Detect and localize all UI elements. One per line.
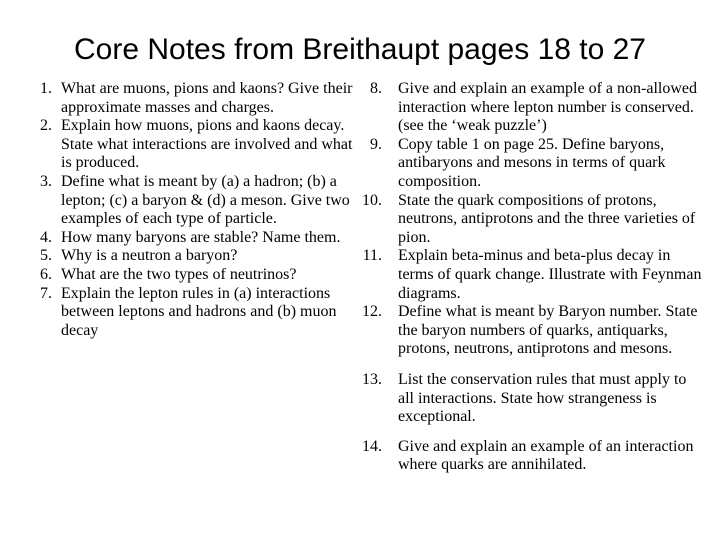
question-text: What are muons, pions and kaons? Give their approximate masses and charges. (61, 80, 353, 116)
question-text: State the quark compositions of protons, neutrons, antiprotons and the three varieties of pion. (398, 191, 696, 246)
question-item-4 (26, 229, 364, 248)
question-item-11 (352, 247, 702, 303)
question-text: Explain the lepton rules in (a) interactions between leptons and hadrons and (b) muon decay (61, 284, 337, 339)
question-item-10 (352, 192, 702, 248)
question-text: Explain how muons, pions and kaons decay. State what interactions are involved and what is produced. (61, 117, 353, 172)
question-item-14 (352, 438, 702, 475)
question-text: List the conservation rules that must apply to all interactions. State how strangeness is exceptional. (398, 370, 687, 426)
question-number: 11. (362, 247, 382, 265)
question-number: 1. (40, 80, 52, 97)
question-number: 4. (40, 228, 52, 246)
question-item-6 (26, 266, 364, 285)
question-text: What are the two types of neutrinos? (61, 265, 297, 283)
question-number: 10. (362, 191, 382, 209)
question-item-8 (352, 80, 702, 136)
question-number: 5. (40, 247, 52, 265)
question-item-5 (26, 247, 364, 266)
question-text: Give and explain an example of a non-allowed interaction where lepton number is conserved. (see the ‘weak puzzle’) (398, 80, 697, 135)
page-title: Core Notes from Breithaupt pages 18 to 27 (74, 33, 646, 66)
right-question-list (352, 80, 702, 475)
question-text: Explain beta-minus and beta-plus decay in terms of quark change. Illustrate with Feynman diagrams. (398, 247, 702, 302)
left-question-list (26, 80, 364, 340)
question-text: Copy table 1 on page 25. Define baryons, antibaryons and mesons in terms of quark composition. (398, 135, 666, 190)
question-text: Define what is meant by Baryon number. State the baryon numbers of quarks, antiquarks, protons, neutrons, antiprotons and mesons. (398, 303, 698, 358)
question-number: 12. (362, 303, 382, 321)
question-number: 2. (40, 117, 52, 135)
question-number: 9. (370, 135, 382, 153)
question-text: Why is a neutron a baryon? (61, 247, 238, 265)
question-number: 7. (40, 284, 52, 302)
question-number: 3. (40, 172, 52, 190)
question-item-7 (26, 285, 364, 341)
question-text: Give and explain an example of an interaction where quarks are annihilated. (398, 437, 694, 474)
question-item-3 (26, 173, 368, 229)
question-text: Define what is meant by (a) a hadron; (b) a lepton; (c) a baryon & (d) a meson. Give two examples of each type of particle. (61, 172, 350, 228)
question-number: 6. (40, 265, 52, 283)
question-item-9 (352, 136, 702, 192)
question-item-2 (26, 117, 364, 173)
question-text: How many baryons are stable? Name them. (61, 228, 341, 246)
question-number: 14. (362, 437, 382, 455)
question-item-1 (26, 80, 364, 117)
question-number: 8. (370, 80, 382, 97)
question-item-13 (352, 371, 702, 427)
question-number: 13. (362, 370, 382, 388)
question-item-12 (352, 303, 702, 359)
